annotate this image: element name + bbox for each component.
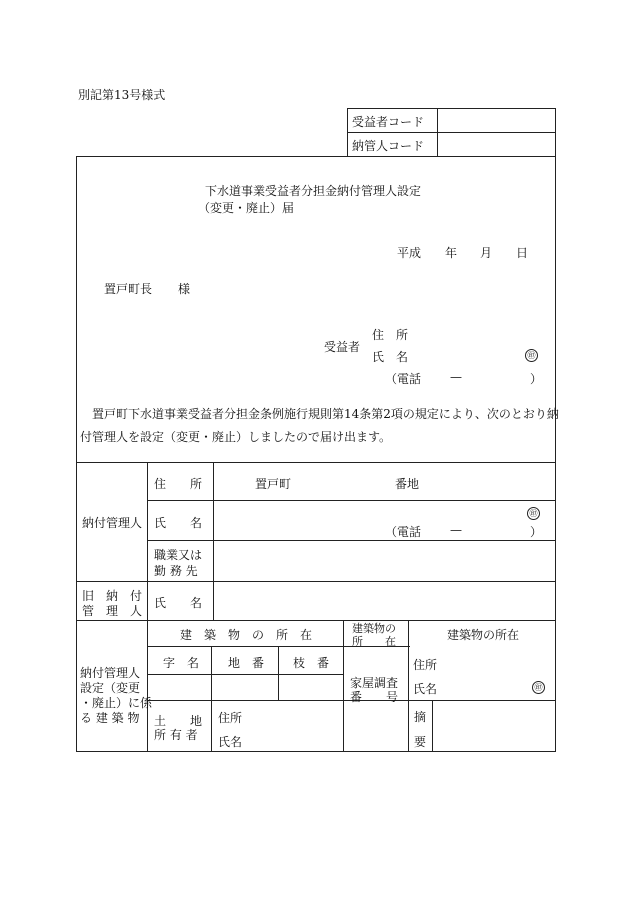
payer-phone-close: ） [530,525,543,539]
applicant-phone-dash: — [450,370,462,384]
applicant-address-label: 住 所 [372,328,409,342]
payer-code-label: 納管人コード [352,139,425,153]
building-label-3: ・廃止）に係 [80,696,153,710]
addressee-honorific: 様 [178,282,191,296]
payer-label: 納付管理人 [82,516,143,530]
form-title-sub: （変更・廃止）届 [198,201,295,215]
aza-label: 字 名 [163,656,200,670]
payer-occupation-label: 職業又は [154,548,203,562]
building-location-header-3: 建築物の所在 [447,628,520,642]
addressee: 置戸町長 [104,282,153,296]
body-text: 置戸町下水道事業受益者分担金条例施行規則第14条第2項の規定により、次のとおり納 [92,407,559,421]
payer-phone-dash: — [450,523,462,537]
building-location-header: 建 築 物 の 所 在 [180,628,313,642]
old-payer-label-2: 管 理 人 [82,604,143,618]
payer-phone-open: （電話 [385,525,422,539]
payer-occupation-label-2: 勤 務 先 [154,564,198,578]
building-label-4: る 建 築 物 [80,711,140,725]
applicant-label: 受益者 [324,340,361,354]
old-payer-name-label: 氏 名 [154,596,203,610]
owner-name-label: 氏名 [413,682,438,696]
building-label: 納付管理人 [80,666,141,680]
building-label-2: 設定（変更 [80,681,141,695]
beneficiary-code-field[interactable] [438,109,555,132]
house-survey-label-2: 番 号 [350,690,399,704]
land-owner-label-2: 所 有 者 [154,728,198,742]
form-number: 別記第13号様式 [78,88,166,102]
seal-icon: ㊞ [532,681,545,694]
old-payer-name-field[interactable] [214,582,555,620]
payer-address-label: 住 所 [154,477,203,491]
owner-address-label: 住所 [413,658,438,672]
beneficiary-code-label: 受益者コード [352,115,425,129]
seal-icon: ㊞ [525,349,538,362]
building-location-header-2b: 所 在 [352,635,396,648]
remarks-label-2: 要 [414,735,427,749]
payer-code-field[interactable] [438,133,555,156]
applicant-phone-open: （電話 [385,372,422,386]
applicant-name-label: 氏 名 [372,350,409,364]
payer-town: 置戸町 [255,477,292,491]
seal-icon: ㊞ [527,507,540,520]
payer-name-label: 氏 名 [154,516,203,530]
body-text-2: 付管理人を設定（変更・廃止）しましたので届け出ます。 [80,430,392,444]
land-owner-address-label: 住所 [218,711,243,725]
old-payer-label: 旧 納 付 [82,589,143,603]
building-location-header-2: 建築物の [352,622,396,635]
land-owner-name-label: 氏名 [218,735,243,749]
payer-banchi: 番地 [395,477,420,491]
applicant-phone-close: ） [530,372,543,386]
edaban-label: 枝 番 [293,656,330,670]
chiban-label: 地 番 [228,656,265,670]
payer-occupation-field[interactable] [214,541,555,581]
land-owner-label: 土 地 [154,714,203,728]
remarks-label: 摘 [414,710,427,724]
house-survey-label: 家屋調査 [350,676,399,690]
form-title: 下水道事業受益者分担金納付管理人設定 [205,184,422,198]
